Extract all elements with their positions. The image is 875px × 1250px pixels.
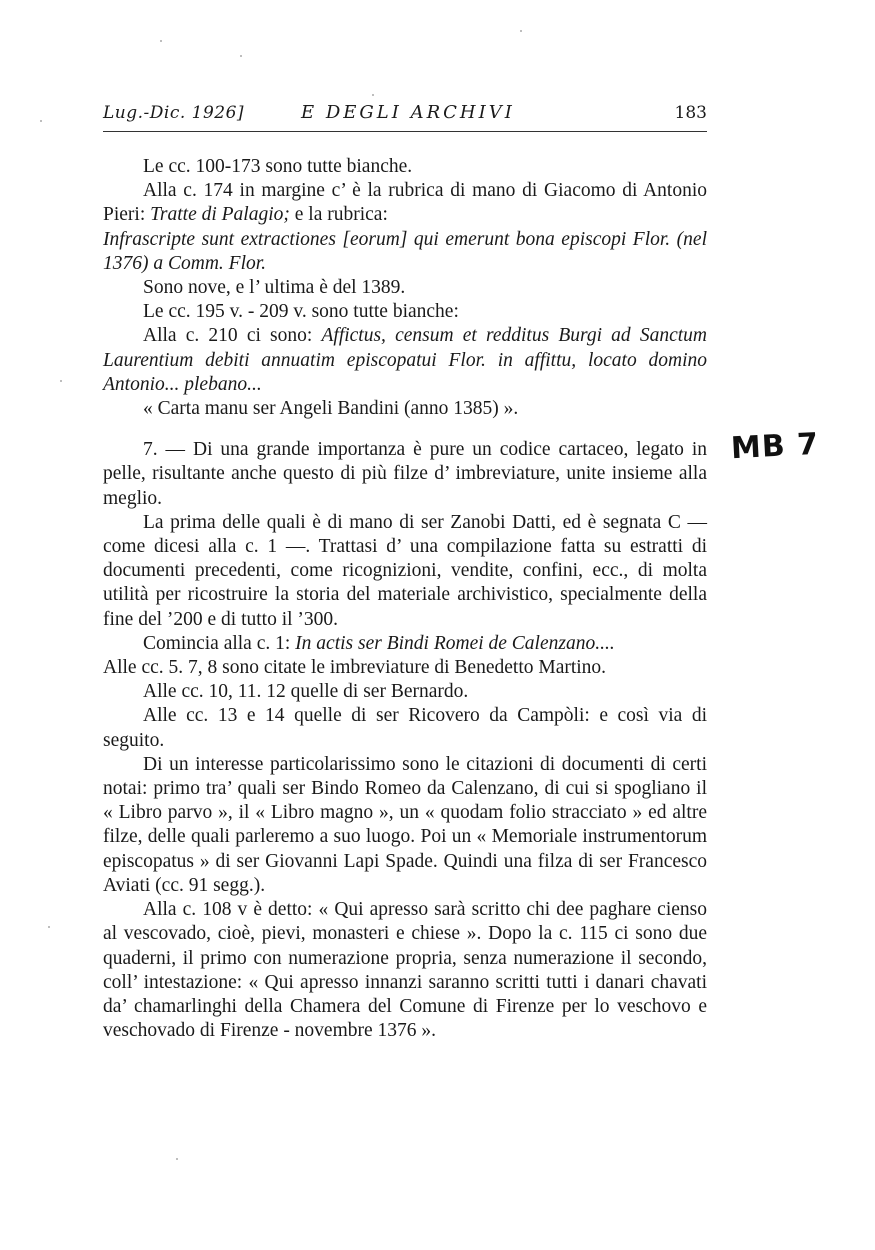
paragraph: Le cc. 100-173 sono tutte bianche. xyxy=(143,156,413,177)
section-7-paragraph: 7. — Di una grande importanza è pure un codice cartaceo, legato in pelle, risultante anche questo di più filze d’ imbreviature, unite insieme alla meglio. xyxy=(103,439,707,509)
handwritten-margin-note: MB 7 xyxy=(730,426,820,467)
paragraph-text: e la rubrica: xyxy=(289,204,388,226)
paragraph: Alle cc. 13 e 14 quelle di ser Ricovero da Campòli: e così via di seguito. xyxy=(103,705,707,751)
paragraph xyxy=(103,632,707,656)
latin-rubric: Infrascripte sunt extractiones [eorum] qui emerunt bona episcopi Flor. (nel 1376) a Comm. Flor. xyxy=(103,228,707,274)
scan-speck xyxy=(520,30,522,32)
body-text xyxy=(103,155,707,1043)
italic-title: Tratte di Palagio; xyxy=(150,204,290,226)
paragraph xyxy=(103,179,707,227)
paragraph: La prima delle quali è di mano di ser Zanobi Datti, ed è segnata C — come dicesi alla c. 1 —. Trattasi d’ una compilazione fatta su estratti di documenti precedenti, come ricognizioni, vendite, confini, ecc., di molta utilità per ricostruire la storia del materiale archivistico, specialmente della fine del ’200 e di tutto il ’300. xyxy=(103,511,707,630)
italic-quote: Affictus, censum et redditus Burgi ad Sanctum Laurentium debiti annuatim episcopatui Flor. in affittu, locato domino Antonio... plebano... xyxy=(103,325,707,395)
scan-speck xyxy=(160,40,162,42)
running-header xyxy=(103,101,707,129)
paragraph: Di un interesse particolarissimo sono le citazioni di documenti di certi notai: primo tra’ quali ser Bindo Romeo da Calenzano, di cui si spogliano il « Libro parvo », il « Libro magno », un « quodam folio stracciato » ed altre filze, delle quali parleremo a suo luogo. Poi un « Memoriale instrumentorum episcopatus » di ser Giovanni Lapi Spade. Quindi una filza di ser Francesco Aviati (cc. 91 segg.). xyxy=(103,753,707,896)
scan-speck xyxy=(176,1158,178,1160)
paragraph-text: Comincia alla c. 1: xyxy=(143,632,296,654)
italic-quote: In actis ser Bindi Romei de Calenzano.... xyxy=(295,632,615,654)
paragraph-text: Alla c. 174 in margine c’ è la rubrica di mano di Giacomo di Antonio Pieri: xyxy=(103,180,707,226)
header-title: E DEGLI ARCHIVI xyxy=(301,102,515,123)
paragraph: Sono nove, e l’ ultima è del 1389. xyxy=(143,277,406,299)
paragraph: Alle cc. 5. 7, 8 sono citate le imbreviature di Benedetto Martino. xyxy=(103,657,607,679)
paragraph xyxy=(103,324,707,397)
scan-speck xyxy=(40,120,42,122)
header-date: Lug.-Dic. 1926] xyxy=(103,103,245,123)
paragraph: Alle cc. 10, 11. 12 quelle di ser Bernardo. xyxy=(143,681,469,703)
paragraph-text: Alla c. 210 ci sono: xyxy=(143,325,322,347)
scan-speck xyxy=(48,926,50,928)
scan-speck xyxy=(60,380,62,382)
scan-speck xyxy=(240,55,242,57)
scan-speck xyxy=(372,94,374,96)
page-number: 183 xyxy=(674,103,707,123)
header-rule xyxy=(103,131,707,132)
paragraph: Alla c. 108 v è detto: « Qui apresso sarà scritto chi dee paghare cienso al vescovado, cioè, pievi, monasteri e chiese ». Dopo la c. 115 ci sono due quaderni, il primo con numerazione propria, senza numerazione il secondo, coll’ intestazione: « Qui apresso innanzi saranno scritti tutti i danari chavati da’ chamarlinghi della Chamera del Comune di Firenze per lo veschovo e veschovado di Firenze - novembre 1376 ». xyxy=(103,899,707,1042)
paragraph: Le cc. 195 v. - 209 v. sono tutte bianche: xyxy=(143,301,459,323)
paragraph: « Carta manu ser Angeli Bandini (anno 1385) ». xyxy=(143,398,519,420)
